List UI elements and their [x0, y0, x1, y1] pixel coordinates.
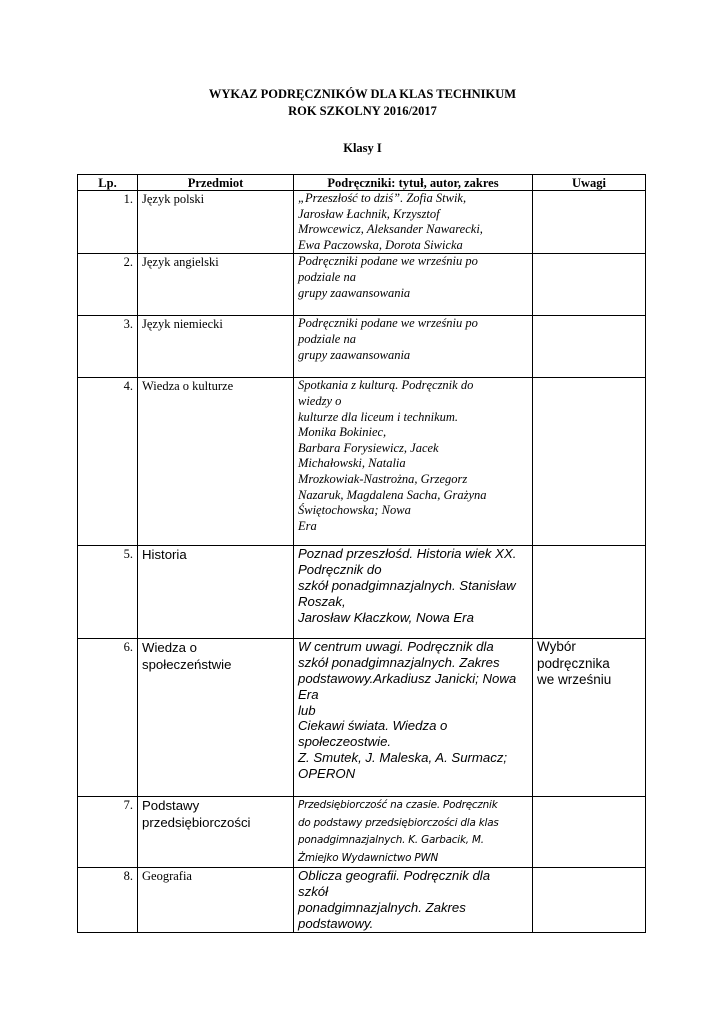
row-number: 8. — [78, 868, 138, 932]
textbook-cell: W centrum uwagi. Podręcznik dla szkół ponadgimnazjalnych. Zakres podstawowy.Arkadiusz Janicki; Nowa Era lub Ciekawi świata. Wiedza o społeczeostwie. Z. Smutek, J. Maleska, A. Surmacz; OPERON — [294, 639, 533, 797]
row-number: 3. — [78, 316, 138, 378]
row-number: 5. — [78, 546, 138, 639]
subject-cell: Geografia — [138, 868, 294, 932]
subject-cell: Język niemiecki — [138, 316, 294, 378]
textbook-cell: Oblicza geografii. Podręcznik dla szkół ponadgimnazjalnych. Zakres podstawowy. — [294, 868, 533, 932]
row-number: 4. — [78, 378, 138, 546]
class-label: Klasy I — [343, 141, 382, 155]
textbook-cell: Podręczniki podane we wrześniu po podziale na grupy zaawansowania — [294, 254, 533, 316]
subject-cell: Język angielski — [138, 254, 294, 316]
column-header-notes: Uwagi — [533, 175, 646, 191]
subject-cell: Historia — [138, 546, 294, 639]
textbook-cell: Przedsiębiorczość na czasie. Podręcznik do podstawy przedsiębiorczości dla klas ponadgimnazjalnych. K. Garbacik, M. Żmiejko Wydawnictwo PWN — [294, 797, 533, 868]
notes-cell — [533, 546, 646, 639]
column-header-textbooks: Podręczniki: tytuł, autor, zakres — [294, 175, 533, 191]
subject-cell: Język polski — [138, 191, 294, 254]
table-row — [78, 546, 646, 639]
subject-cell: Wiedza o społeczeństwie — [138, 639, 294, 797]
textbook-cell: Spotkania z kulturą. Podręcznik do wiedzy o kulturze dla liceum i technikum. Monika Bokiniec, Barbara Forysiewicz, Jacek Michałowski, Natalia Mrozkowiak-Nastrożna, Grzegorz Nazaruk, Magdalena Sacha, Grażyna Świętochowska; Nowa Era — [294, 378, 533, 546]
column-header-subject: Przedmiot — [138, 175, 294, 191]
notes-cell — [533, 378, 646, 546]
textbook-cell: Podręczniki podane we wrześniu po podziale na grupy zaawansowania — [294, 316, 533, 378]
row-number: 6. — [78, 639, 138, 797]
table-row — [78, 639, 646, 797]
table-row — [78, 797, 646, 868]
notes-cell — [533, 254, 646, 316]
notes-cell — [533, 191, 646, 254]
table-row — [78, 378, 646, 546]
notes-cell: Wybór podręcznika we wrześniu — [533, 639, 646, 797]
school-year: ROK SZKOLNY 2016/2017 — [288, 104, 437, 118]
subject-cell: Wiedza o kulturze — [138, 378, 294, 546]
notes-cell — [533, 797, 646, 868]
table-row — [78, 316, 646, 378]
column-header-lp: Lp. — [78, 175, 138, 191]
table-header-row — [78, 175, 646, 191]
textbook-cell: „Przeszłość to dziś”. Zofia Stwik, Jarosław Łachnik, Krzysztof Mrowcewicz, Aleksander Nawarecki, Ewa Paczowska, Dorota Siwicka — [294, 191, 533, 254]
document-title: WYKAZ PODRĘCZNIKÓW DLA KLAS TECHNIKUM — [208, 87, 517, 101]
row-number: 1. — [78, 191, 138, 254]
notes-cell — [533, 316, 646, 378]
textbook-table — [77, 174, 646, 933]
row-number: 2. — [78, 254, 138, 316]
table-row — [78, 254, 646, 316]
table-row — [78, 868, 646, 932]
subject-cell: Podstawy przedsiębiorczości — [138, 797, 294, 868]
row-number: 7. — [78, 797, 138, 868]
textbook-cell: Poznad przeszłośd. Historia wiek XX. Podręcznik do szkół ponadgimnazjalnych. Stanisław Roszak, Jarosław Kłaczkow, Nowa Era — [294, 546, 533, 639]
table-row — [78, 191, 646, 254]
notes-cell — [533, 868, 646, 932]
